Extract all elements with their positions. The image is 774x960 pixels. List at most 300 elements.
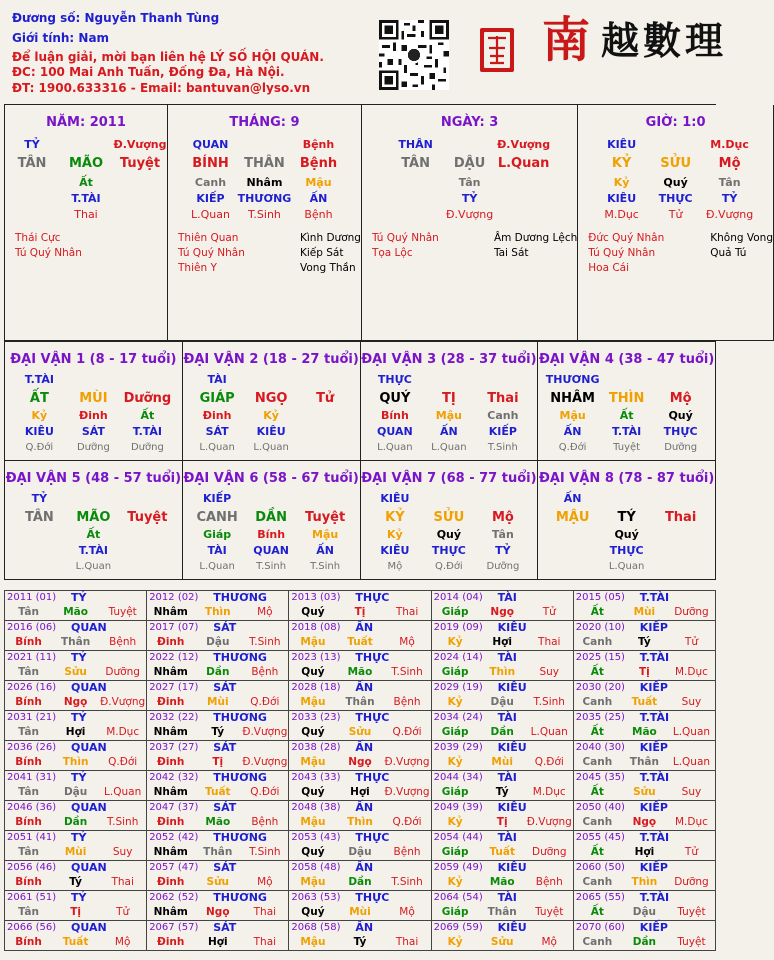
year-branch: Dần	[490, 726, 514, 738]
year-ten-god: KIÊU	[497, 621, 527, 634]
year-stage: Suy	[681, 786, 702, 798]
cell-text	[600, 491, 654, 507]
star-text: Tọa Lộc	[371, 247, 413, 259]
year-label: 2014 (04)	[433, 592, 483, 603]
year-branch: Thìn	[62, 756, 89, 768]
year-cell[interactable]	[574, 861, 716, 891]
year-ten-god: SÁT	[213, 621, 237, 634]
cell-text: TỶ	[495, 544, 511, 557]
year-cell[interactable]	[432, 831, 574, 861]
year-branch: Ngọ	[632, 816, 657, 828]
year-stem: Giáp	[441, 666, 469, 678]
year-stage: Tử	[542, 606, 556, 618]
year-pillar-row	[574, 845, 715, 860]
year-ten-god: KIẾP	[639, 921, 668, 934]
year-cell[interactable]	[5, 771, 147, 801]
cell-text: Mộ	[669, 391, 692, 406]
year-pillar-row	[289, 635, 430, 650]
cell-text: TÝ	[617, 510, 636, 525]
year-stem: Đinh	[157, 876, 185, 888]
year-cell[interactable]	[574, 741, 716, 771]
year-ten-god: ẤN	[355, 621, 374, 634]
year-stem: Quý	[301, 786, 325, 798]
year-cell[interactable]	[147, 801, 289, 831]
year-stage: L.Quan	[530, 726, 568, 738]
year-cell[interactable]	[147, 591, 289, 621]
year-branch: Ngọ	[490, 606, 514, 618]
year-cell[interactable]	[289, 591, 431, 621]
year-stage: Bệnh	[251, 666, 279, 678]
dai-van-stem-row	[538, 509, 715, 527]
year-pillar-row	[432, 935, 573, 950]
cell-text: NGỌ	[254, 391, 288, 406]
cell-text: Tử	[316, 391, 335, 406]
year-cell[interactable]	[432, 861, 574, 891]
star-text: Tai Sát	[493, 247, 529, 259]
year-cell[interactable]	[289, 651, 431, 681]
contact-line: Để luận giải, mời bạn liên hệ LÝ SỐ HỘI QUÁN.	[12, 50, 324, 64]
year-stage: Đ.Vượng	[242, 756, 288, 768]
year-label: 2036 (26)	[7, 742, 57, 753]
year-cell[interactable]	[574, 801, 716, 831]
year-cell[interactable]	[147, 711, 289, 741]
year-cell[interactable]	[432, 891, 574, 921]
year-pillar-row	[147, 695, 288, 710]
pillar-hidden-stems	[168, 175, 361, 191]
year-label: 2069 (59)	[433, 922, 483, 933]
dai-van-box	[361, 342, 539, 461]
year-cell[interactable]	[147, 741, 289, 771]
year-stage: Đ.Vượng	[526, 816, 572, 828]
year-branch: Dần	[206, 666, 230, 678]
dai-van-box	[538, 342, 716, 461]
svg-text:理: 理	[684, 18, 724, 63]
cell-text	[5, 175, 59, 191]
year-pillar-row	[5, 725, 146, 740]
year-stage: Tuyệt	[535, 906, 564, 918]
cell-text: Tuyệt	[613, 442, 641, 453]
year-cell[interactable]	[5, 861, 147, 891]
year-branch: Dần	[632, 936, 657, 948]
pillar-life-stages	[362, 207, 577, 223]
year-cell[interactable]	[5, 921, 147, 951]
year-cell[interactable]	[147, 921, 289, 951]
year-stem: Quý	[301, 846, 325, 858]
year-stem: Mậu	[300, 696, 326, 708]
year-branch: Mão	[347, 666, 373, 678]
dai-van-top: ẤN	[563, 492, 582, 505]
cell-text: T.TÀI	[132, 425, 163, 438]
star-text: Hoa Cái	[588, 262, 630, 274]
star-text: Thiên Quan	[178, 232, 239, 244]
year-cell[interactable]	[289, 831, 431, 861]
dai-van-box	[5, 461, 183, 580]
dai-van-title: ĐẠI VẬN 6 (58 - 67 tuổi)	[183, 471, 359, 486]
year-cell[interactable]	[574, 831, 716, 861]
star-text: Tú Quý Nhân	[178, 247, 245, 259]
cell-text: Đinh	[79, 409, 108, 422]
year-cell[interactable]	[432, 711, 574, 741]
star-text: Tú Quý Nhân	[588, 247, 656, 259]
year-ten-god: THƯƠNG	[213, 831, 267, 844]
year-cell[interactable]	[147, 621, 289, 651]
year-branch: Ngọ	[63, 696, 88, 708]
cell-text: KIẾP	[488, 425, 517, 438]
cell-text: T.TÀI	[71, 192, 101, 205]
cell-text: Mậu	[559, 409, 586, 422]
year-branch: Tuất	[631, 696, 658, 708]
cell-text	[422, 491, 476, 507]
year-cell[interactable]	[574, 711, 716, 741]
dai-van-ten-god	[183, 491, 360, 507]
year-cell[interactable]	[432, 771, 574, 801]
year-cell[interactable]	[289, 891, 431, 921]
cell-text	[12, 527, 66, 543]
year-cell[interactable]	[5, 711, 147, 741]
year-label: 2012 (02)	[149, 592, 199, 603]
cell-text: THÌN	[608, 391, 645, 406]
year-cell[interactable]	[5, 801, 147, 831]
year-stem: Nhâm	[153, 786, 188, 798]
year-stem: Bính	[15, 696, 42, 708]
year-stem: Canh	[582, 936, 613, 948]
year-ten-god: QUAN	[71, 921, 107, 934]
year-stage: Đ.Vượng	[384, 786, 430, 798]
year-pillar-row	[574, 815, 715, 830]
year-cell[interactable]	[5, 891, 147, 921]
cell-text: L.Quan	[199, 442, 235, 453]
cell-text: Q.Đới	[558, 442, 587, 453]
year-cell[interactable]	[432, 681, 574, 711]
dai-van-top: T.TÀI	[24, 373, 55, 386]
year-label: 2024 (14)	[433, 652, 483, 663]
year-cell[interactable]	[5, 591, 147, 621]
year-label: 2021 (11)	[7, 652, 57, 663]
year-cell[interactable]	[432, 921, 574, 951]
cell-text	[298, 424, 352, 440]
year-branch: Tuất	[347, 636, 373, 648]
year-pillar-row	[5, 665, 146, 680]
year-branch: Tị	[496, 816, 508, 828]
cell-text: THÂN	[244, 156, 285, 171]
year-ten-god: TỶ	[71, 651, 87, 664]
year-label: 2056 (46)	[7, 862, 57, 873]
year-cell[interactable]	[289, 801, 431, 831]
cell-text: Bệnh	[299, 156, 338, 171]
year-stem: Giáp	[441, 726, 469, 738]
year-ten-god: THỰC	[355, 891, 390, 904]
cell-text: Dưỡng	[486, 561, 520, 572]
year-label: 2022 (12)	[149, 652, 199, 663]
year-label: 2018 (08)	[291, 622, 341, 633]
dai-van-life-stages	[5, 440, 182, 456]
dai-van-ten-god	[538, 491, 715, 507]
cell-text: ẤT	[29, 391, 49, 406]
cell-text: KIÊU	[380, 544, 410, 557]
cell-text: KIÊU	[256, 425, 286, 438]
year-cell[interactable]	[574, 771, 716, 801]
year-branch: Mùi	[349, 906, 371, 918]
year-branch: Hợi	[65, 726, 86, 738]
year-pillar-row	[147, 635, 288, 650]
year-label: 2067 (57)	[149, 922, 199, 933]
cell-text: L.Quan	[497, 156, 550, 171]
year-cell[interactable]	[289, 621, 431, 651]
cell-text: DẬU	[453, 156, 486, 171]
cell-text: Đ.Vượng	[445, 208, 494, 221]
year-cell[interactable]	[289, 921, 431, 951]
year-stage: T.Sinh	[391, 666, 423, 678]
year-cell[interactable]	[5, 741, 147, 771]
year-label: 2028 (18)	[291, 682, 341, 693]
year-cell[interactable]	[289, 711, 431, 741]
cell-text: Dưỡng	[130, 442, 164, 453]
pillar-title: THÁNG: 9	[229, 115, 300, 130]
cell-text: Kỷ	[263, 409, 279, 422]
year-label: 2066 (56)	[7, 922, 57, 933]
year-label: 2054 (44)	[433, 832, 483, 843]
year-stem: Kỷ	[447, 636, 463, 648]
year-pillar-row	[289, 605, 430, 620]
year-cell[interactable]	[432, 741, 574, 771]
year-branch: Thân	[60, 636, 91, 648]
year-ten-god: THƯƠNG	[213, 771, 267, 784]
year-stage: Mộ	[114, 936, 131, 948]
year-pillar-row	[432, 845, 573, 860]
year-cell[interactable]	[5, 621, 147, 651]
dai-van-stem-row	[361, 509, 538, 527]
year-pillar-row	[147, 725, 288, 740]
cell-text: TỶ	[721, 192, 738, 205]
year-label: 2027 (17)	[149, 682, 199, 693]
year-ten-god: QUAN	[71, 621, 107, 634]
year-cell[interactable]	[289, 681, 431, 711]
cell-text: ẤN	[309, 192, 328, 205]
year-cell[interactable]	[5, 651, 147, 681]
pillar-ten-god-row	[168, 137, 361, 153]
cell-text: Q.Đới	[25, 442, 54, 453]
year-stage: Tuyệt	[677, 936, 706, 948]
cell-text: THỰC	[663, 425, 698, 438]
year-cell[interactable]	[147, 651, 289, 681]
year-cell[interactable]	[574, 681, 716, 711]
year-label: 2026 (16)	[7, 682, 57, 693]
year-branch: Ngọ	[206, 906, 230, 918]
year-cell[interactable]	[147, 831, 289, 861]
year-ten-god: KIẾP	[639, 861, 668, 874]
year-cell[interactable]	[432, 801, 574, 831]
year-stem: Mậu	[300, 936, 326, 948]
cell-text	[5, 191, 59, 207]
cell-text: Thai	[487, 391, 519, 406]
year-label: 2020 (10)	[575, 622, 625, 633]
year-label: 2040 (30)	[575, 742, 625, 753]
cell-text: Giáp	[203, 528, 232, 541]
cell-text: Đ.Vượng	[497, 138, 551, 151]
four-pillars-grid	[4, 104, 773, 341]
year-cell[interactable]	[5, 831, 147, 861]
year-pillar-row	[289, 815, 430, 830]
cell-text: KIÊU	[607, 138, 637, 151]
annual-luck-grid	[4, 590, 716, 951]
year-cell[interactable]	[574, 621, 716, 651]
pillar-stars	[168, 231, 361, 276]
year-stem: Bính	[15, 816, 42, 828]
star-text: Tú Quý Nhân	[371, 232, 439, 244]
cell-text: GIÁP	[199, 391, 235, 406]
cell-text: Canh	[487, 409, 519, 422]
year-stem: Quý	[301, 906, 325, 918]
year-stem: Tân	[18, 606, 39, 618]
year-ten-god: SÁT	[213, 741, 237, 754]
cell-text: MÙI	[79, 391, 108, 406]
cell-text: SÁT	[81, 425, 105, 438]
year-ten-god: T.TÀI	[639, 771, 670, 784]
year-cell[interactable]	[432, 651, 574, 681]
year-ten-god: THỰC	[355, 711, 390, 724]
year-stem: Giáp	[441, 846, 469, 858]
cell-text: Mộ	[718, 156, 741, 171]
year-label: 2025 (15)	[575, 652, 625, 663]
cell-text: ẤN	[440, 425, 458, 438]
year-stage: Mộ	[257, 876, 273, 888]
year-pillar-row	[5, 875, 146, 890]
year-branch: Thìn	[347, 816, 373, 828]
year-branch: Mão	[63, 606, 88, 618]
cell-text	[422, 372, 476, 388]
year-ten-god: T.TÀI	[639, 711, 670, 724]
year-cell[interactable]	[574, 651, 716, 681]
cell-text: T.Sinh	[310, 561, 341, 572]
year-stage: Q.Đới	[250, 696, 280, 708]
year-stage: Mộ	[257, 606, 273, 618]
year-label: 2052 (42)	[149, 832, 199, 843]
year-branch: Tý	[69, 876, 82, 888]
cell-text: Quý	[663, 176, 688, 189]
cell-text	[546, 559, 600, 575]
cell-text: L.Quan	[253, 442, 289, 453]
year-pillar-row	[5, 605, 146, 620]
year-stem: Giáp	[441, 906, 469, 918]
year-branch: Mùi	[64, 846, 87, 858]
year-cell[interactable]	[147, 891, 289, 921]
year-label: 2047 (37)	[149, 802, 199, 813]
year-stem: Đinh	[157, 636, 185, 648]
year-stage: Suy	[112, 846, 133, 858]
cell-text: THỰC	[658, 192, 693, 205]
year-ten-god: THƯƠNG	[213, 711, 267, 724]
dai-van-ten-god	[361, 491, 538, 507]
year-ten-god: THƯƠNG	[213, 591, 267, 604]
year-branch: Mùi	[491, 756, 513, 768]
cell-text: Thai	[664, 510, 697, 525]
cell-text: THỰC	[431, 544, 466, 557]
cell-text: Tân	[491, 528, 514, 541]
dai-van-title: ĐẠI VẬN 1 (8 - 17 tuổi)	[10, 352, 177, 367]
year-stage: Q.Đới	[108, 756, 138, 768]
dai-van-life-stages	[183, 559, 360, 575]
cell-text	[389, 207, 443, 223]
cell-text	[654, 543, 708, 559]
year-stage: Bệnh	[393, 696, 421, 708]
cell-text	[298, 408, 352, 424]
cell-text	[66, 372, 120, 388]
year-pillar-row	[432, 755, 573, 770]
year-branch: Hợi	[492, 636, 512, 648]
cell-text: Bệnh	[304, 208, 333, 221]
dai-van-title: ĐẠI VẬN 8 (78 - 87 tuổi)	[538, 471, 715, 486]
year-pillar-row	[289, 725, 430, 740]
year-ten-god: T.TÀI	[639, 591, 670, 604]
year-ten-god: QUAN	[71, 801, 107, 814]
year-cell[interactable]	[574, 921, 716, 951]
year-stem: Canh	[582, 816, 613, 828]
year-stem: Đinh	[157, 816, 185, 828]
year-stage: L.Quan	[672, 726, 711, 738]
year-label: 2057 (47)	[149, 862, 199, 873]
brand-logo	[478, 8, 724, 86]
year-ten-god: TỶ	[71, 771, 87, 784]
year-pillar-row	[147, 815, 288, 830]
year-stage: Thai	[538, 636, 561, 648]
cell-text: KIÊU	[607, 192, 637, 205]
cell-text: Dưỡng	[76, 442, 110, 453]
year-cell[interactable]	[5, 681, 147, 711]
year-ten-god: SÁT	[213, 861, 237, 874]
year-ten-god: KIẾP	[639, 681, 668, 694]
year-ten-god: THƯƠNG	[213, 891, 267, 904]
dai-van-stem-row	[538, 390, 715, 408]
year-cell[interactable]	[289, 861, 431, 891]
year-label: 2049 (39)	[433, 802, 483, 813]
dai-van-top: TỶ	[31, 492, 48, 505]
year-stage: Mộ	[399, 636, 415, 648]
year-stage: Thai	[111, 876, 134, 888]
year-cell[interactable]	[289, 741, 431, 771]
year-label: 2046 (36)	[7, 802, 57, 813]
year-cell[interactable]	[147, 681, 289, 711]
cell-text: Dưỡng	[664, 442, 698, 453]
star-text: Đức Quý Nhân	[588, 232, 665, 244]
pillar-hidden-gods	[5, 191, 167, 207]
year-stage: Đ.Vượng	[384, 756, 430, 768]
year-cell[interactable]	[289, 771, 431, 801]
year-cell[interactable]	[432, 591, 574, 621]
year-stage: M.Dục	[532, 786, 566, 798]
year-stem: Quý	[301, 666, 325, 678]
year-ten-god: QUAN	[71, 741, 107, 754]
year-pillar-row	[289, 845, 430, 860]
year-cell[interactable]	[574, 591, 716, 621]
year-pillar-row	[5, 815, 146, 830]
year-label: 2017 (07)	[149, 622, 199, 633]
year-label: 2058 (48)	[291, 862, 341, 873]
cell-text	[244, 372, 298, 388]
year-cell[interactable]	[432, 621, 574, 651]
year-stage: Q.Đới	[392, 816, 422, 828]
cell-text: Nhâm	[246, 176, 283, 189]
cell-text: Tân	[458, 176, 481, 189]
pillar-box	[578, 105, 774, 341]
cell-text: ẤN	[563, 425, 582, 438]
year-cell[interactable]	[147, 771, 289, 801]
year-ten-god: QUAN	[71, 681, 107, 694]
qr-code-icon[interactable]	[379, 20, 449, 90]
year-stem: Quý	[301, 726, 325, 738]
year-cell[interactable]	[147, 861, 289, 891]
year-stem: Kỷ	[447, 876, 463, 888]
year-cell[interactable]	[574, 891, 716, 921]
